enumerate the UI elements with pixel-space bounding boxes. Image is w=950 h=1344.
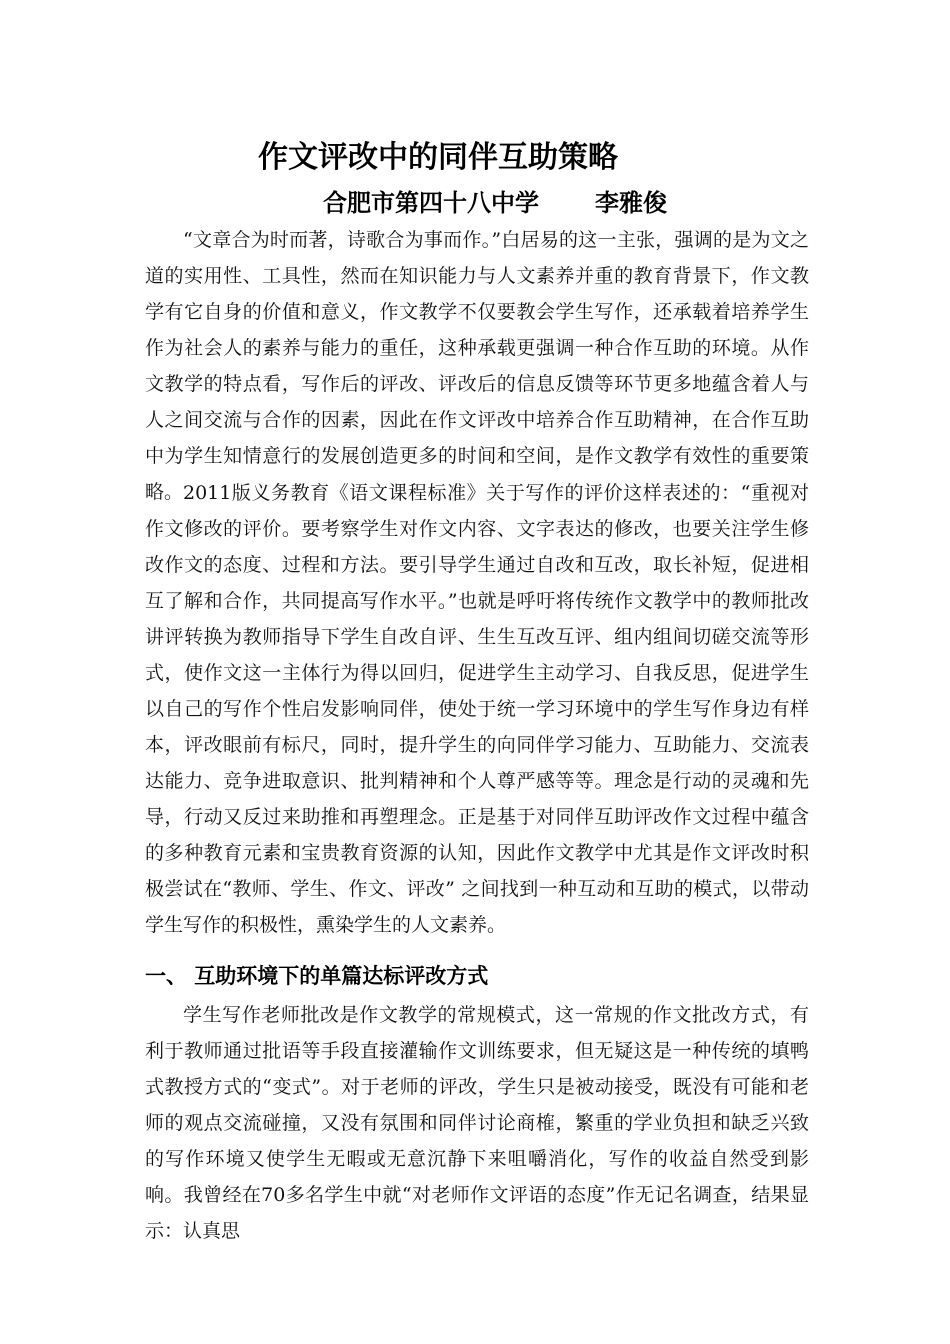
byline <box>323 183 667 218</box>
byline-school: 合肥市第四十八中学 <box>323 188 539 217</box>
byline-author: 李雅俊 <box>595 188 667 217</box>
document-title: 作文评改中的同伴互助策略 <box>258 140 618 175</box>
body-paragraph-2: 2011版义务教育《语文课程标准》关于写作的评价这样表述的：“重视对作文修改的评价。要考察学生对作文内容、文字表达的修改，也要关注学生修改作文的态度、过程和方法。要引导学生通过自改和互改，取长补短，促进相互了解和合作，共同提高写作水平。”也就是呼吁将传统作文教学中的教师批改讲评转换为教师指导下学生自改自评、生生互改互评、组内组间切磋交流等形式，使作文这一主体行为得以回归，促进学生主动学习、自我反思，促进学生以自己的写作个性启发影响同伴，使处于统一学习环境中的学生写作身边有样本，评改眼前有标尺，同时，提升学生的向同伴学习能力、互助能力、交流表达能力、竞争进取意识、批判精神和个人尊严感等等。理念是行动的灵魂和先导，行动又反过来助推和再塑理念。正是基于对同伴互助评改作文过程中蕴含的多种教育元素和宝贵教育资源的认知，因此作文教学中尤其是作文评改时积极尝试在“教师、学生、作文、评改” 之间找到一种互动和互助的模式，以带动学生写作的积极性，熏染学生的人文素养。 <box>145 482 809 936</box>
section-paragraph-1: 学生写作老师批改是作文教学的常规模式，这一常规的作文批改方式，有利于教师通过批语等手段直接灌输作文训练要求，但无疑这是一种传统的填鸭式教授方式的“变式”。对于老师的评改，学生只是被动接受，既没有可能和老师的观点交流碰撞，又没有氛围和同伴讨论商榷，繁重的学业负担和缺乏兴致的写作环境又使学生无暇或无意沉静下来咀嚼消化，写作的收益自然受到影响。我曾经在70多名学生中就“对老师作文评语的态度”作无记名调查，结果显示：认真思 <box>145 1004 809 1242</box>
section-heading: 一、 互助环境下的单篇达标评改方式 <box>145 964 489 988</box>
body-paragraph-1: “文章合为时而著，诗歌合为事而作。”白居易的这一主张，强调的是为文之道的实用性、工具性，然而在知识能力与人文素养并重的教育背景下，作文教学有它自身的价值和意义，作文教学不仅要教会学生写作，还承载着培养学生作为社会人的素养与能力的重任，这种承载更强调一种合作互助的环境。从作文教学的特点看，写作后的评改、评改后的信息反馈等环节更多地蕴含着人与人之间交流与合作的因素，因此在作文评改中培养合作互助精神，在合作互助中为学生知情意行的发展创造更多的时间和空间，是作文教学有效性的重要策略。 <box>145 229 809 503</box>
